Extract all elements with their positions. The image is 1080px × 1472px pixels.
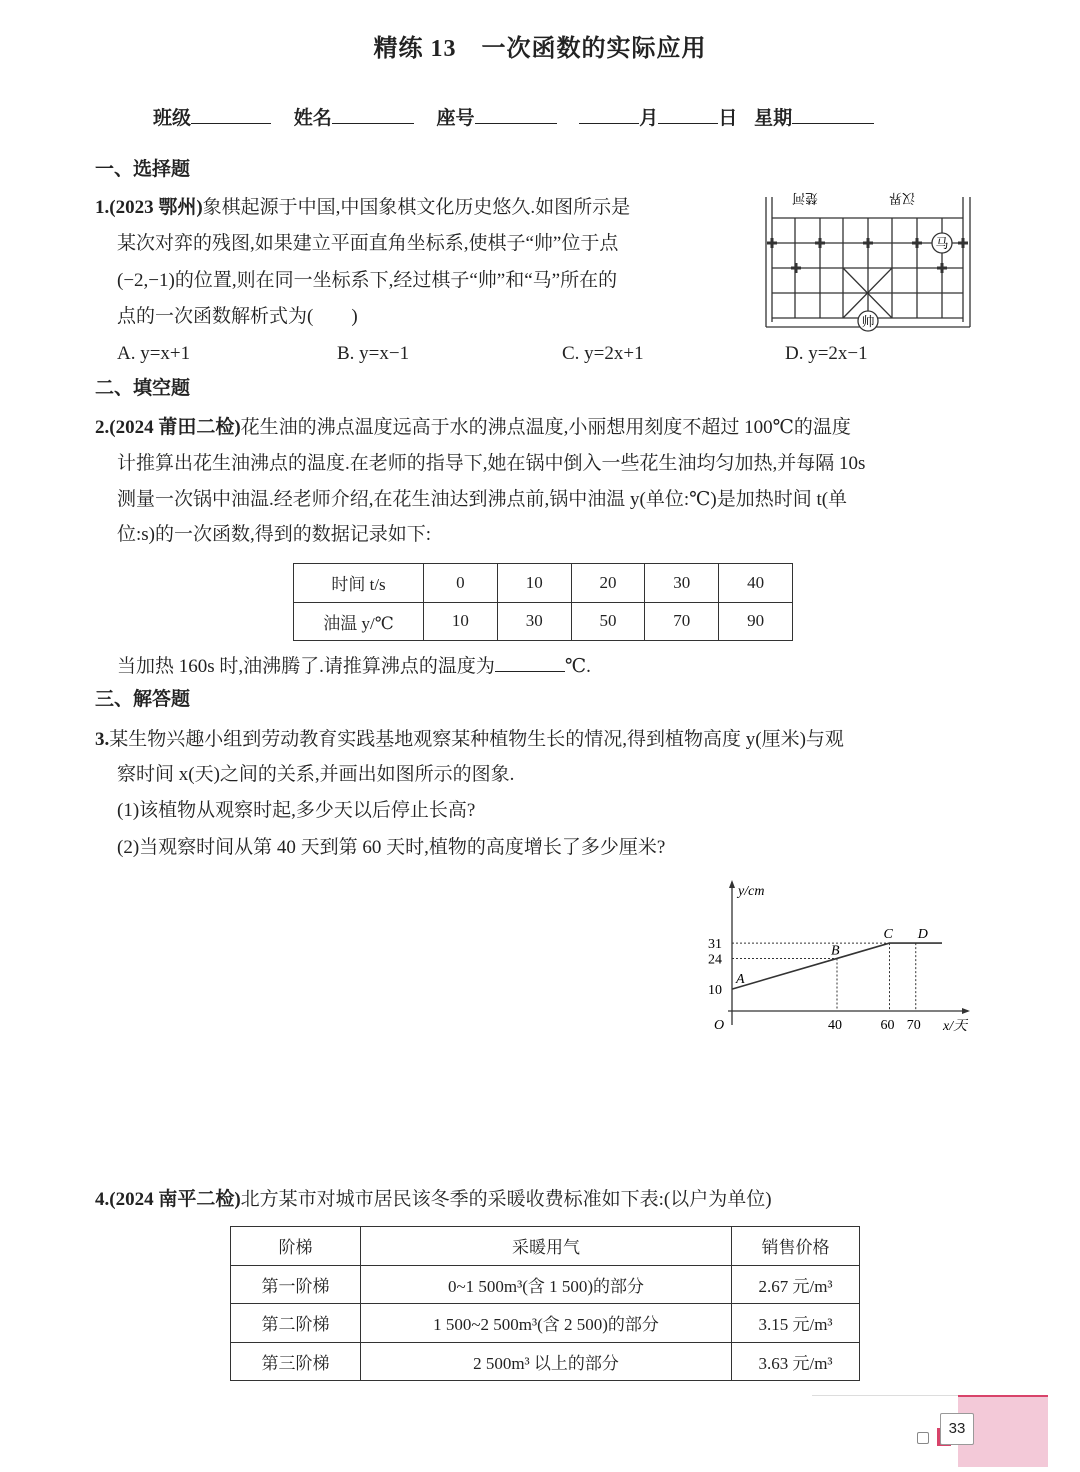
q1-option-b[interactable]: B. y=x−1 bbox=[337, 343, 410, 364]
y-axis-arrow bbox=[729, 880, 735, 888]
name-label: 姓名 bbox=[293, 108, 332, 129]
section-answer: 三、解答题 bbox=[95, 689, 191, 710]
x-tick-label: 70 bbox=[906, 1018, 921, 1033]
q2-number: 2. bbox=[95, 417, 110, 438]
table-header-cell: 采暖用气 bbox=[361, 1227, 732, 1266]
x-tick-label: 40 bbox=[828, 1018, 842, 1033]
q2-source: (2024 莆田二检) bbox=[109, 417, 241, 438]
table-cell: 10 bbox=[497, 564, 571, 603]
q3-number: 3. bbox=[95, 729, 110, 750]
point-label: A bbox=[736, 972, 745, 988]
table-cell: 30 bbox=[497, 602, 571, 641]
q3-sub-2: (2)当观察时间从第 40 天到第 60 天时,植物的高度增长了多少厘米? bbox=[117, 837, 666, 858]
q2-question-text: 当加热 160s 时,油沸腾了.请推算沸点的温度为 bbox=[117, 656, 495, 677]
section-choice: 一、选择题 bbox=[95, 159, 191, 180]
table-cell: 10 bbox=[424, 602, 498, 641]
position-marker bbox=[771, 238, 774, 248]
q2-unit: ℃. bbox=[564, 656, 591, 677]
q1-line-1 bbox=[95, 196, 630, 220]
class-label: 班级 bbox=[153, 108, 192, 129]
table-cell: 20 bbox=[571, 564, 645, 603]
table-row bbox=[231, 1304, 860, 1343]
q3-text: 某生物兴趣小组到劳动教育实践基地观察某种植物生长的情况,得到植物高度 y(厘米)与观 bbox=[109, 729, 844, 750]
table-cell: 第一阶梯 bbox=[231, 1265, 361, 1304]
table-cell: 2 500m³ 以上的部分 bbox=[361, 1342, 732, 1381]
q3-line-2: 察时间 x(天)之间的关系,并画出如图所示的图象. bbox=[117, 764, 515, 785]
origin-label: O bbox=[714, 1018, 725, 1033]
position-marker bbox=[795, 263, 798, 273]
table-header-cell: 销售价格 bbox=[732, 1227, 860, 1266]
table-cell: 30 bbox=[645, 564, 719, 603]
day-blank[interactable] bbox=[658, 105, 718, 124]
y-axis-label: y/cm bbox=[738, 884, 765, 899]
page-title: 精练 13 一次函数的实际应用 bbox=[373, 36, 707, 62]
q1-option-c[interactable]: C. y=2x+1 bbox=[562, 343, 644, 364]
x-axis-label: x/天 bbox=[943, 1019, 968, 1034]
answer-blank[interactable] bbox=[495, 653, 565, 672]
table-header-cell: 油温 y/℃ bbox=[294, 602, 424, 641]
heating-price-table bbox=[230, 1226, 860, 1381]
table-cell: 50 bbox=[571, 602, 645, 641]
point-label: C bbox=[883, 927, 893, 943]
q2-line-2: 计推算出花生油沸点的温度.在老师的指导下,她在锅中倒入一些花生油均匀加热,并每隔 10s bbox=[117, 453, 866, 474]
name-blank[interactable] bbox=[332, 105, 414, 124]
table-row bbox=[231, 1227, 860, 1266]
table-header-cell: 时间 t/s bbox=[294, 564, 424, 603]
position-marker bbox=[867, 238, 870, 248]
class-blank[interactable] bbox=[191, 105, 271, 124]
plant-growth-graph bbox=[700, 875, 990, 1045]
piece-shuai bbox=[858, 311, 878, 331]
table-cell: 3.15 元/m³ bbox=[732, 1304, 860, 1343]
position-marker bbox=[819, 238, 822, 248]
table-row bbox=[231, 1342, 860, 1381]
river-right-label: 汉界 bbox=[888, 191, 915, 206]
weekday-blank[interactable] bbox=[792, 105, 874, 124]
table-cell: 90 bbox=[719, 602, 793, 641]
q3-line-1 bbox=[95, 728, 844, 752]
position-marker bbox=[962, 238, 965, 248]
q1-line-3: (−2,−1)的位置,则在同一坐标系下,经过棋子“帅”和“马”所在的 bbox=[117, 270, 618, 291]
piece-shuai-label: 帅 bbox=[861, 314, 875, 329]
q2-line-1 bbox=[95, 416, 851, 440]
weekday-label: 星期 bbox=[754, 108, 793, 129]
x-axis-arrow bbox=[962, 1008, 970, 1014]
q1-source: (2023 鄂州) bbox=[109, 197, 203, 218]
month-blank[interactable] bbox=[579, 105, 639, 124]
q1-option-a[interactable]: A. y=x+1 bbox=[117, 343, 191, 364]
q4-text: 北方某市对城市居民该冬季的采暖收费标准如下表:(以户为单位) bbox=[240, 1189, 772, 1210]
section-fill: 二、填空题 bbox=[95, 378, 191, 399]
table-cell: 70 bbox=[645, 602, 719, 641]
q4-line-1 bbox=[95, 1188, 772, 1212]
q3-sub-1: (1)该植物从观察时起,多少天以后停止长高? bbox=[117, 800, 476, 821]
position-marker bbox=[916, 238, 919, 248]
table-row bbox=[294, 602, 793, 641]
student-info-line bbox=[153, 105, 874, 131]
table-cell: 第二阶梯 bbox=[231, 1304, 361, 1343]
river-left-label: 楚河 bbox=[791, 191, 818, 206]
q2-text: 花生油的沸点温度远高于水的沸点温度,小丽想用刻度不超过 100℃的温度 bbox=[240, 417, 851, 438]
y-tick-label: 31 bbox=[708, 937, 722, 953]
q2-line-3: 测量一次锅中油温.经老师介绍,在花生油达到沸点前,锅中油温 y(单位:℃)是加热时间 t(单 bbox=[117, 489, 848, 510]
point-label: B bbox=[831, 943, 840, 959]
chess-board-figure bbox=[760, 190, 980, 335]
q1-line-4: 点的一次函数解析式为( ) bbox=[117, 306, 358, 327]
q4-number: 4. bbox=[95, 1189, 110, 1210]
month-label: 月 bbox=[639, 108, 659, 129]
day-label: 日 bbox=[718, 108, 738, 129]
q1-option-d[interactable]: D. y=2x−1 bbox=[785, 343, 868, 364]
checkbox-icon bbox=[917, 1432, 929, 1444]
table-cell: 0~1 500m³(含 1 500)的部分 bbox=[361, 1265, 732, 1304]
x-tick-label: 60 bbox=[880, 1018, 895, 1033]
seat-label: 座号 bbox=[436, 108, 475, 129]
page-number: 33 bbox=[940, 1413, 974, 1445]
y-tick-label: 10 bbox=[708, 983, 722, 999]
y-tick-label: 24 bbox=[708, 952, 722, 968]
table-row bbox=[231, 1265, 860, 1304]
seat-blank[interactable] bbox=[475, 105, 557, 124]
q2-question bbox=[117, 653, 591, 679]
table-cell: 第三阶梯 bbox=[231, 1342, 361, 1381]
table-cell: 1 500~2 500m³(含 2 500)的部分 bbox=[361, 1304, 732, 1343]
piece-ma-label: 马 bbox=[935, 236, 949, 251]
table-header-cell: 阶梯 bbox=[231, 1227, 361, 1266]
point-label: D bbox=[917, 927, 928, 943]
table-cell: 2.67 元/m³ bbox=[732, 1265, 860, 1304]
q1-text: 象棋起源于中国,中国象棋文化历史悠久.如图所示是 bbox=[202, 197, 631, 218]
table-cell: 0 bbox=[424, 564, 498, 603]
q1-number: 1. bbox=[95, 197, 110, 218]
piece-ma bbox=[932, 233, 952, 253]
oil-temperature-table bbox=[293, 563, 793, 641]
q4-source: (2024 南平二检) bbox=[109, 1189, 241, 1210]
table-row bbox=[294, 564, 793, 603]
position-marker bbox=[941, 263, 944, 273]
table-cell: 3.63 元/m³ bbox=[732, 1342, 860, 1381]
table-cell: 40 bbox=[719, 564, 793, 603]
q1-line-2: 某次对弈的残图,如果建立平面直角坐标系,使棋子“帅”位于点 bbox=[117, 233, 619, 254]
q2-line-4: 位:s)的一次函数,得到的数据记录如下: bbox=[117, 524, 432, 545]
